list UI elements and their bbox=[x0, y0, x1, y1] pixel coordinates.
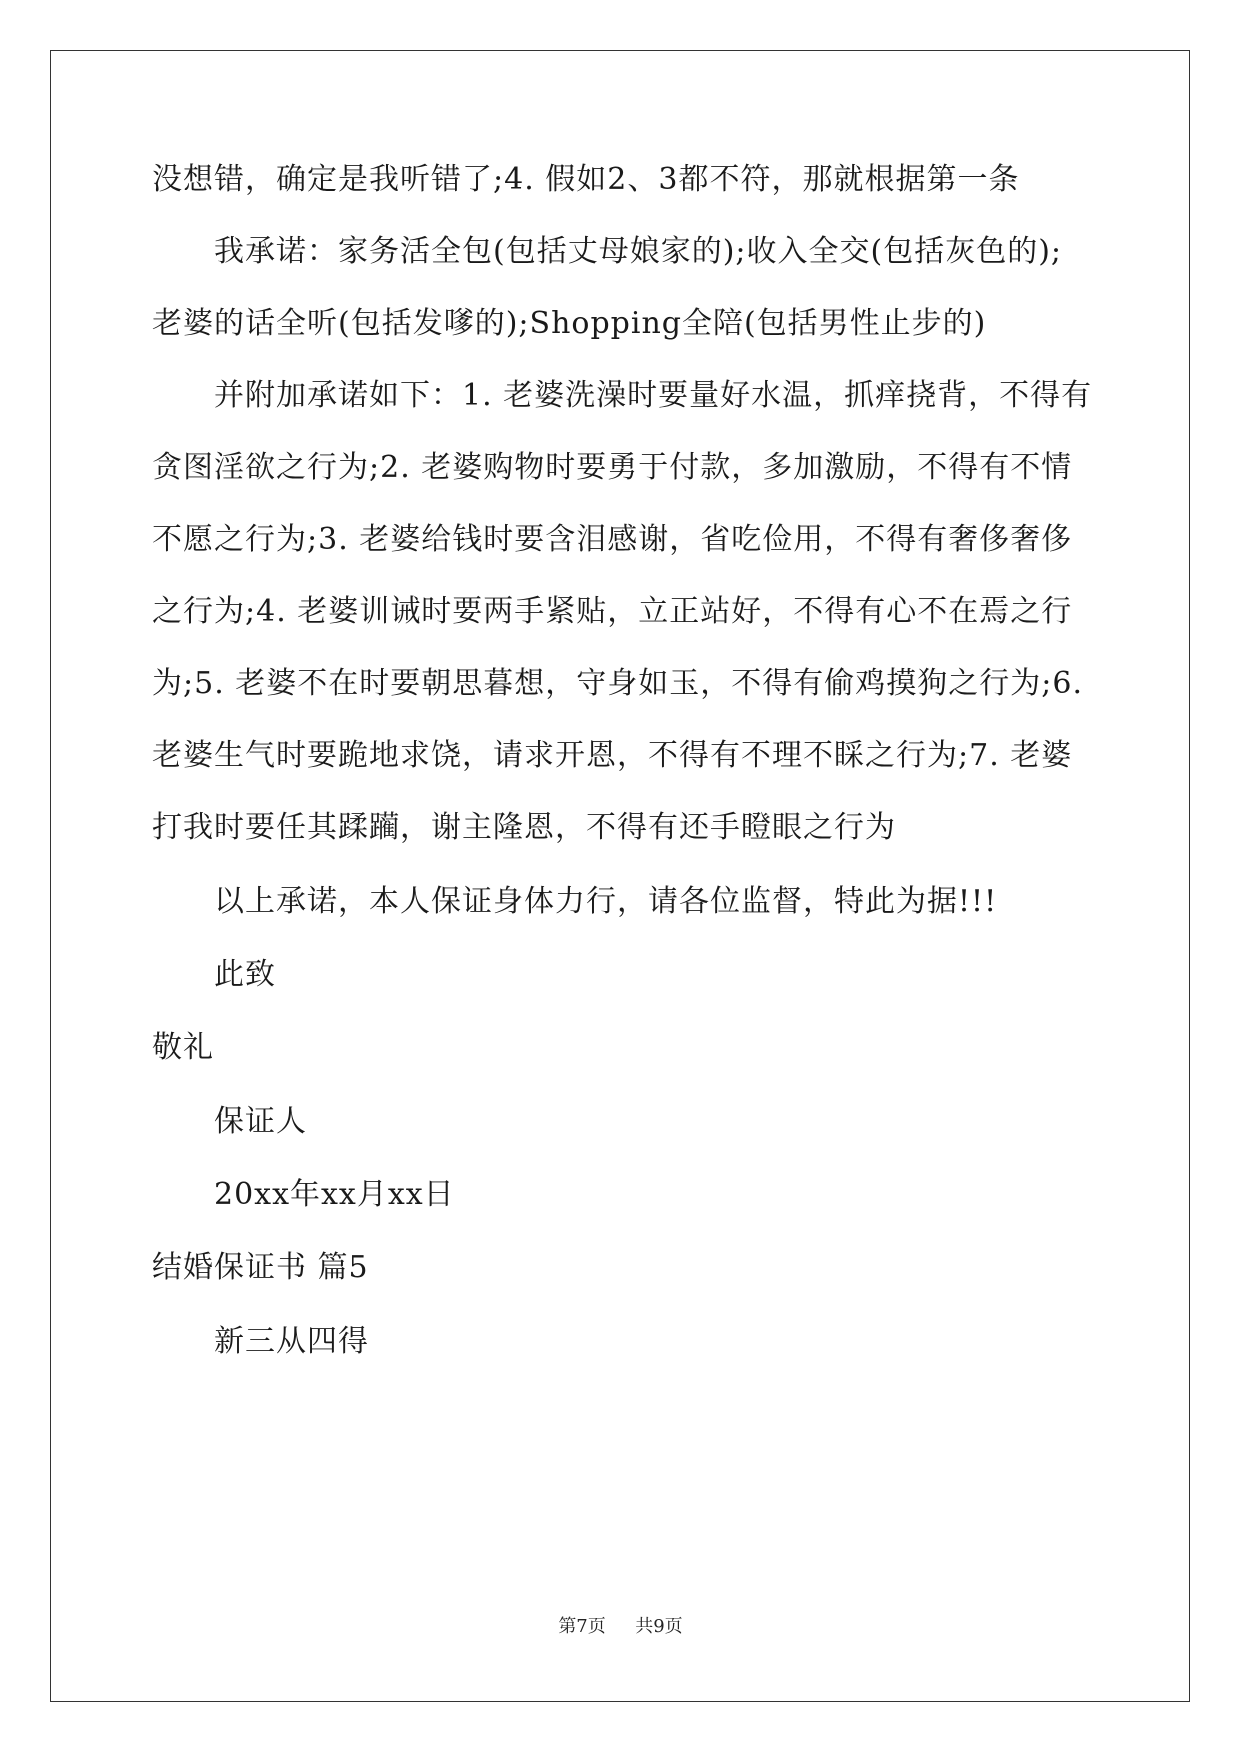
page-total: 共9页 bbox=[635, 1616, 683, 1637]
section-heading: 结婚保证书 篇5 bbox=[152, 1250, 369, 1285]
text-line: 以上承诺，本人保证身体力行，请各位监督，特此为据!!! bbox=[214, 884, 998, 919]
signatory-label: 保证人 bbox=[214, 1104, 307, 1139]
text-line: 为;5. 老婆不在时要朝思暮想，守身如玉，不得有偷鸡摸狗之行为;6. bbox=[152, 666, 1083, 701]
text-line: 并附加承诺如下：1. 老婆洗澡时要量好水温，抓痒挠背，不得有 bbox=[214, 378, 1093, 413]
page-footer bbox=[0, 1612, 1241, 1638]
text-line: 没想错，确定是我听错了;4. 假如2、3都不符，那就根据第一条 bbox=[152, 162, 1020, 197]
page-number: 第7页 bbox=[558, 1616, 606, 1637]
text-line: 打我时要任其蹂躏，谢主隆恩，不得有还手瞪眼之行为 bbox=[152, 810, 896, 845]
date-line: 20xx年xx月xx日 bbox=[214, 1177, 455, 1212]
section-subheading: 新三从四得 bbox=[214, 1324, 369, 1359]
text-line: 贪图淫欲之行为;2. 老婆购物时要勇于付款，多加激励，不得有不情 bbox=[152, 450, 1073, 485]
text-line: 我承诺：家务活全包(包括丈母娘家的);收入全交(包括灰色的); bbox=[214, 234, 1063, 269]
text-line: 老婆生气时要跪地求饶，请求开恩，不得有不理不睬之行为;7. 老婆 bbox=[152, 738, 1073, 773]
text-line: 之行为;4. 老婆训诫时要两手紧贴，立正站好，不得有心不在焉之行 bbox=[152, 594, 1073, 629]
salutation: 此致 bbox=[214, 957, 276, 992]
text-line: 老婆的话全听(包括发嗲的);Shopping全陪(包括男性止步的) bbox=[152, 306, 987, 341]
closing: 敬礼 bbox=[152, 1030, 214, 1065]
page-frame bbox=[50, 50, 1190, 1702]
text-line: 不愿之行为;3. 老婆给钱时要含泪感谢，省吃俭用，不得有奢侈奢侈 bbox=[152, 522, 1073, 557]
